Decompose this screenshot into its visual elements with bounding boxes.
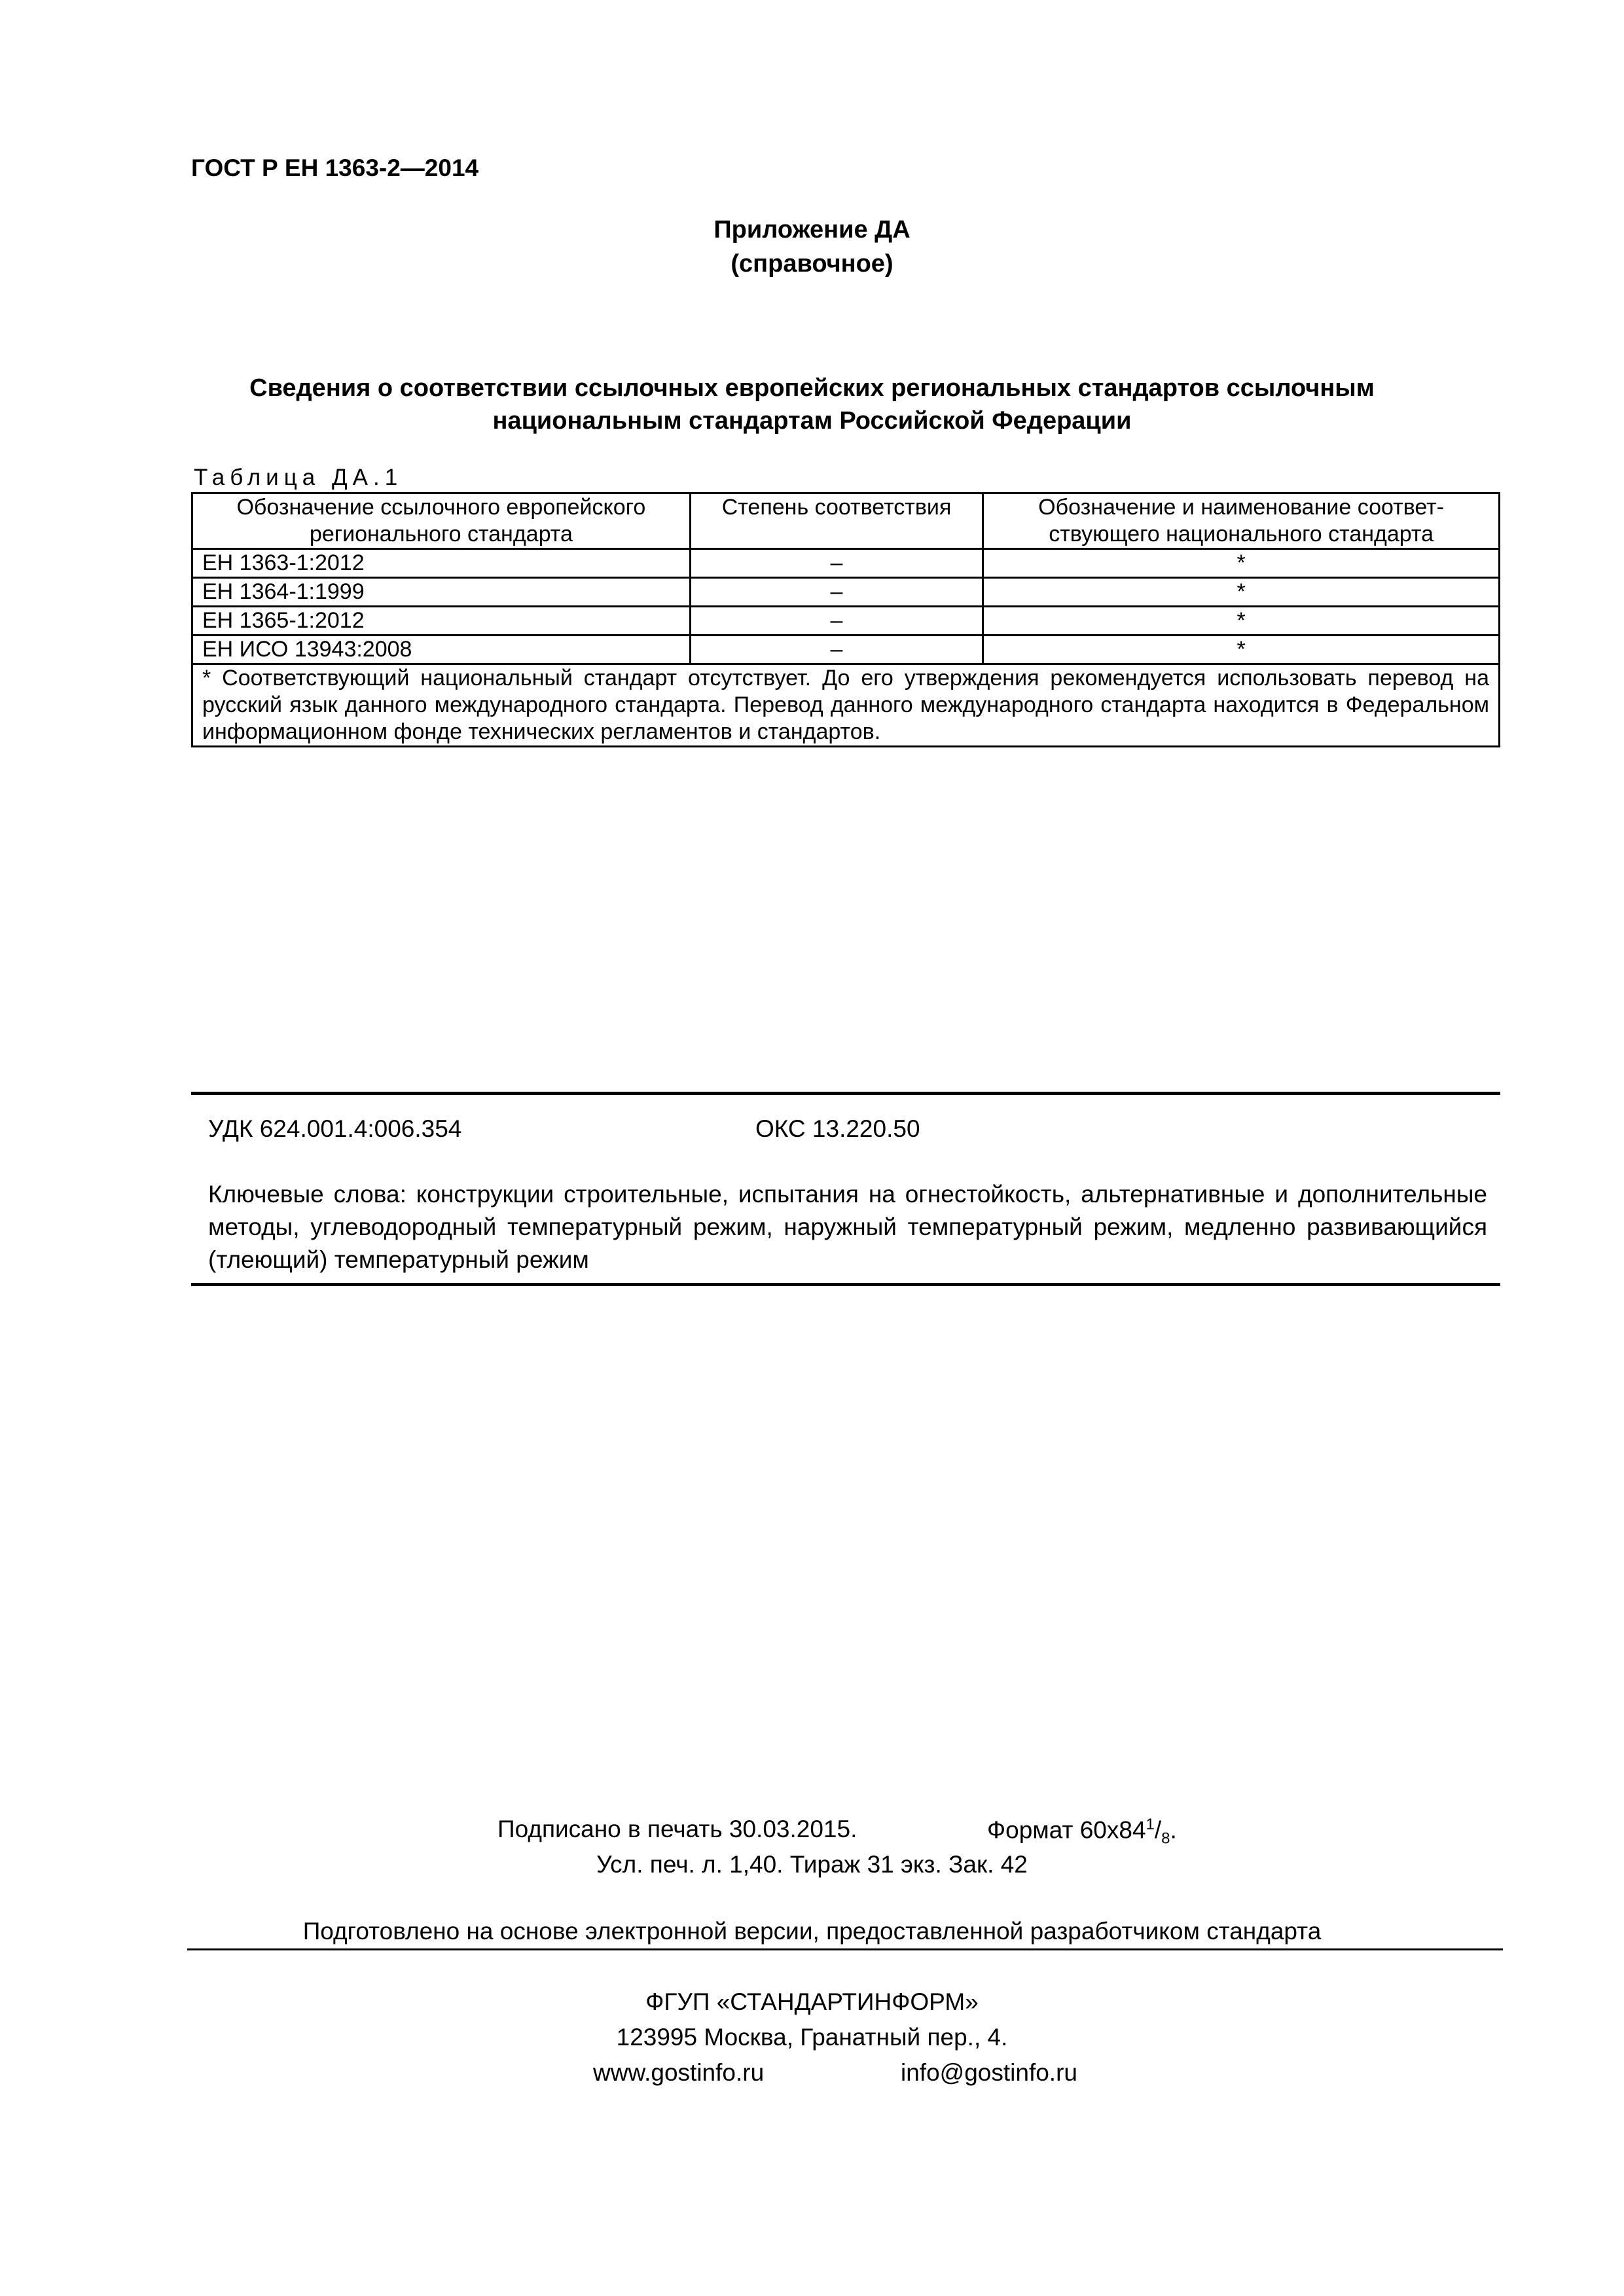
- table-row: [192, 607, 1500, 636]
- annex-title: Приложение ДА: [713, 216, 911, 243]
- cell-national: *: [983, 549, 1500, 578]
- column-header-national: Обозначение и наименование соответ- ствующего национального стандарта: [983, 493, 1500, 549]
- publisher-address: 123995 Москва, Гранатный пер., 4.: [616, 2024, 1008, 2051]
- cell-degree: –: [690, 607, 983, 636]
- divider-imprint: [187, 1948, 1503, 1950]
- publisher-name: ФГУП «СТАНДАРТИНФОРМ»: [645, 1988, 979, 2015]
- udk-code: УДК 624.001.4:006.354: [208, 1115, 462, 1142]
- divider-bottom: [191, 1283, 1500, 1286]
- annex-heading-line-2: национальным стандартам Российской Федерации: [492, 407, 1132, 435]
- table-row: [192, 578, 1500, 607]
- table-row: [192, 549, 1500, 578]
- document-code: ГОСТ Р ЕН 1363-2—2014: [191, 154, 479, 181]
- cell-designation: ЕН 1364-1:1999: [192, 578, 691, 607]
- print-info: Усл. печ. л. 1,40. Тираж 31 экз. Зак. 42: [596, 1851, 1028, 1878]
- annex-subtitle: (справочное): [731, 250, 893, 278]
- cell-designation: ЕН 1363-1:2012: [192, 549, 691, 578]
- cell-national: *: [983, 636, 1500, 664]
- cell-designation: ЕН 1365-1:2012: [192, 607, 691, 636]
- table-footnote-row: [192, 664, 1500, 747]
- cell-designation: ЕН ИСО 13943:2008: [192, 636, 691, 664]
- cell-national: *: [983, 578, 1500, 607]
- email-link[interactable]: info@gostinfo.ru: [901, 2059, 1077, 2086]
- table-footnote: * Соответствующий национальный стандарт отсутствует. До его утверждения рекомендуется использовать перевод на русский язык данного международного стандарта. Перевод данного международного стандарта находится в Федеральном информационном фонде технических регламентов и стандартов.: [192, 664, 1500, 747]
- cell-degree: –: [690, 549, 983, 578]
- divider-top: [191, 1092, 1500, 1095]
- column-header-degree: Степень соответствия: [690, 493, 983, 549]
- cell-national: *: [983, 607, 1500, 636]
- reference-standards-table: [191, 492, 1500, 747]
- table-caption: Таблица ДА.1: [194, 465, 403, 490]
- website-link[interactable]: www.gostinfo.ru: [593, 2059, 765, 2086]
- oks-code: ОКС 13.220.50: [755, 1115, 920, 1142]
- paper-format: Формат $60x84^1/_8$.: [987, 1816, 1177, 1848]
- table-row: [192, 636, 1500, 664]
- annex-heading: [0, 372, 1624, 437]
- table-header-row: [192, 493, 1500, 549]
- keywords-text: Ключевые слова: конструкции строительные, испытания на огнестойкость, альтернативные и дополнительные методы, углеводородный температурный режим, наружный температурный режим, медленно развивающийся (тлеющий) температурный режим: [208, 1181, 1487, 1273]
- cell-degree: –: [690, 578, 983, 607]
- annex-heading-line-1: Сведения о соответствии ссылочных европейских региональных стандартов ссылочным: [249, 374, 1375, 402]
- prepared-note: Подготовлено на основе электронной версии, предоставленной разработчиком стандарта: [302, 1918, 1322, 1945]
- column-header-designation: Обозначение ссылочного европейского регионального стандарта: [192, 493, 691, 549]
- signed-date: Подписано в печать 30.03.2015.: [497, 1816, 857, 1842]
- cell-degree: –: [690, 636, 983, 664]
